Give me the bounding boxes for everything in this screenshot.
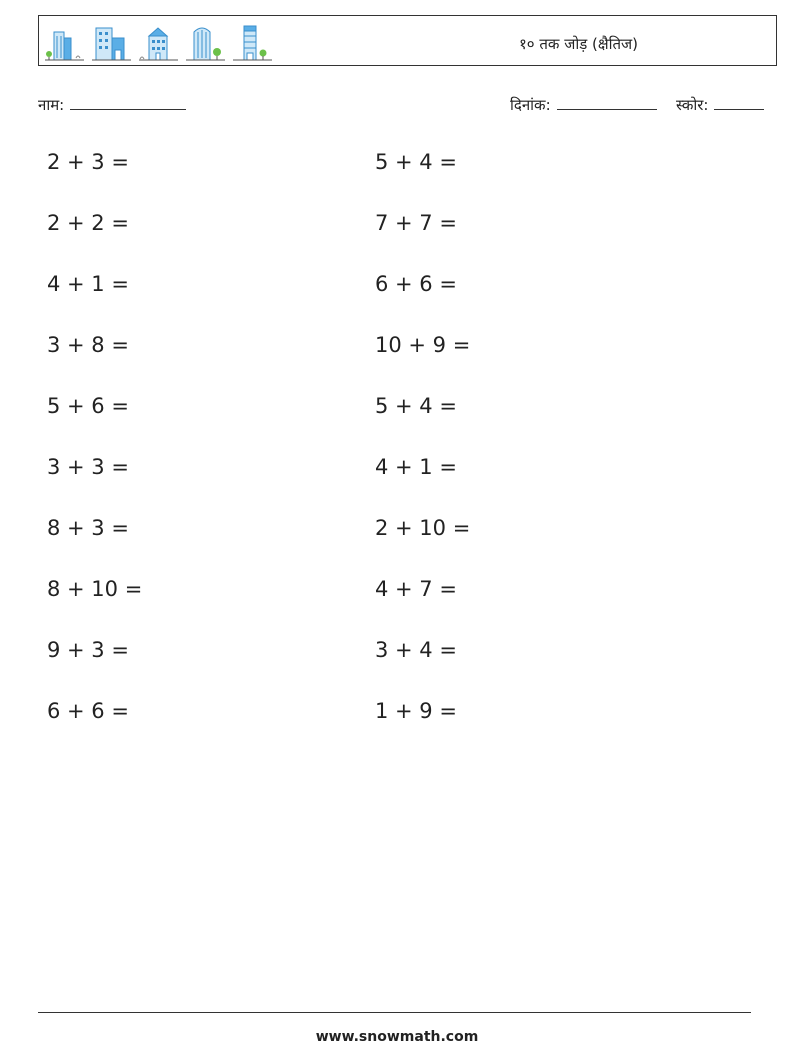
score-blank[interactable] bbox=[714, 94, 764, 110]
problem-right-10: 1 + 9 = bbox=[375, 699, 457, 723]
building-icon bbox=[43, 20, 86, 64]
score-label: स्कोर: bbox=[676, 96, 709, 114]
name-blank[interactable] bbox=[70, 94, 186, 110]
problem-right-9: 3 + 4 = bbox=[375, 638, 457, 662]
problem-right-1: 5 + 4 = bbox=[375, 150, 457, 174]
problem-right-5: 5 + 4 = bbox=[375, 394, 457, 418]
problem-left-3: 4 + 1 = bbox=[47, 272, 129, 296]
problem-left-6: 3 + 3 = bbox=[47, 455, 129, 479]
building-icon bbox=[137, 20, 180, 64]
name-field bbox=[38, 94, 186, 115]
problem-left-10: 6 + 6 = bbox=[47, 699, 129, 723]
problem-left-5: 5 + 6 = bbox=[47, 394, 129, 418]
worksheet-title: १० तक जोड़ (क्षैतिज) bbox=[519, 35, 639, 53]
problem-right-3: 6 + 6 = bbox=[375, 272, 457, 296]
date-label: दिनांक: bbox=[510, 96, 551, 114]
problem-right-2: 7 + 7 = bbox=[375, 211, 457, 235]
problem-right-4: 10 + 9 = bbox=[375, 333, 471, 357]
building-icon bbox=[184, 20, 227, 64]
problem-left-8: 8 + 10 = bbox=[47, 577, 143, 601]
date-field bbox=[510, 94, 657, 115]
building-icon bbox=[231, 20, 274, 64]
problem-right-8: 4 + 7 = bbox=[375, 577, 457, 601]
name-label: नाम: bbox=[38, 96, 65, 114]
problem-right-7: 2 + 10 = bbox=[375, 516, 471, 540]
footer-divider bbox=[38, 1012, 751, 1013]
problem-left-9: 9 + 3 = bbox=[47, 638, 129, 662]
footer-url[interactable]: www.snowmath.com bbox=[315, 1029, 479, 1045]
score-field bbox=[676, 94, 764, 115]
date-blank[interactable] bbox=[557, 94, 657, 110]
problem-left-2: 2 + 2 = bbox=[47, 211, 129, 235]
header-icons bbox=[43, 20, 274, 64]
building-icon bbox=[90, 20, 133, 64]
problem-left-7: 8 + 3 = bbox=[47, 516, 129, 540]
problem-left-4: 3 + 8 = bbox=[47, 333, 129, 357]
problem-right-6: 4 + 1 = bbox=[375, 455, 457, 479]
worksheet-header bbox=[38, 15, 777, 66]
problem-left-1: 2 + 3 = bbox=[47, 150, 129, 174]
